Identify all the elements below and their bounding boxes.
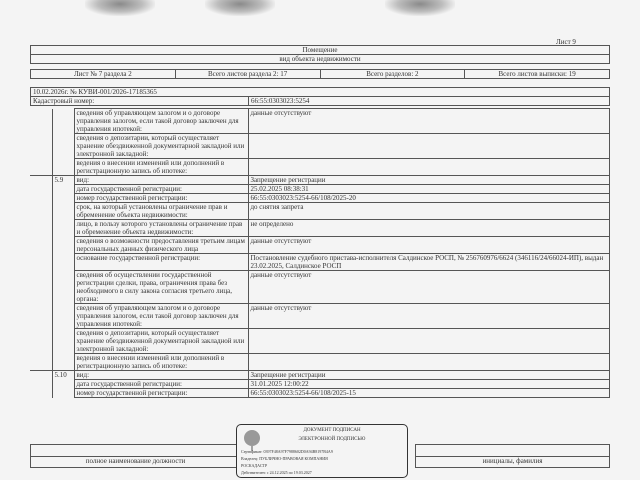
row-label: номер государственной регистрации: — [74, 194, 248, 203]
row-label: сведения о депозитарии, который осуществляет хранение обездвиженной документарной закладной или электронной закладной: — [74, 329, 248, 354]
table-row — [30, 176, 610, 185]
table-row — [30, 185, 610, 194]
row-number — [52, 254, 74, 271]
sheet-label: Лист 9 — [556, 38, 576, 46]
row-value — [248, 134, 610, 159]
table-row — [30, 194, 610, 203]
row-label: ведения о внесении изменений или дополнений в регистрационную запись об ипотеке: — [74, 354, 248, 371]
section-cell — [30, 389, 52, 398]
section-cell — [30, 237, 52, 254]
name-caption: инициалы, фамилия — [416, 457, 610, 468]
section-cell — [30, 329, 52, 354]
table-row — [30, 271, 610, 304]
row-number — [52, 159, 74, 176]
row-number — [52, 380, 74, 389]
section-cell — [30, 371, 52, 380]
section-cell — [30, 109, 52, 134]
row-label: вид: — [74, 176, 248, 185]
sheet-info-cell: Всего листов раздела 2: 17 — [175, 70, 320, 79]
row-label: ведения о внесении изменений или дополнений в регистрационную запись об ипотеке: — [74, 159, 248, 176]
row-number — [52, 271, 74, 304]
section-cell — [30, 176, 52, 185]
row-label: сведения об управляющем залогом и о договоре управления залогом, если такой договор заключен для управления ипотекой: — [74, 304, 248, 329]
row-label: сведения о депозитарии, который осуществляет хранение обездвиженной документарной закладной или электронной закладной: — [74, 134, 248, 159]
row-number — [52, 354, 74, 371]
section-cell — [30, 203, 52, 220]
table-row — [30, 329, 610, 354]
sheet-info-cell: Всего листов выписки: 19 — [465, 70, 610, 79]
stamp-validity: Действителен: с 24.12.2025 по 19.03.2027 — [241, 470, 312, 475]
section-cell — [30, 380, 52, 389]
sheet-info-cell: Лист № 7 раздела 2 — [31, 70, 176, 79]
stamp-title: ДОКУМЕНТ ПОДПИСАН — [303, 428, 361, 433]
row-value: данные отсутствуют — [248, 271, 610, 304]
row-label: срок, на который установлены ограничение прав и обременение объекта недвижимости: — [74, 203, 248, 220]
records-table — [30, 108, 610, 398]
row-label: сведения об управляющем залогом и о договоре управления залогом, если такой договор заключен для управления ипотекой: — [74, 109, 248, 134]
row-number — [52, 109, 74, 134]
row-value: Запрещение регистрации — [248, 176, 610, 185]
scan-artifact — [205, 0, 275, 16]
section-cell — [30, 254, 52, 271]
table-row — [30, 134, 610, 159]
section-cell — [30, 271, 52, 304]
row-number — [52, 203, 74, 220]
stamp-owner: РОСКАДАСТР — [241, 463, 268, 468]
section-cell — [30, 220, 52, 237]
row-value: до снятия запрета — [248, 203, 610, 220]
row-label: основание государственной регистрации: — [74, 254, 248, 271]
table-row — [30, 380, 610, 389]
row-number — [52, 329, 74, 354]
row-label: вид: — [74, 371, 248, 380]
table-row — [30, 203, 610, 220]
row-number — [52, 185, 74, 194]
table-row — [30, 109, 610, 134]
row-number — [52, 304, 74, 329]
table-row — [30, 237, 610, 254]
stamp-owner: Владелец: ПУБЛИЧНО-ПРАВОВАЯ КОМПАНИЯ — [241, 456, 328, 461]
section-cell — [30, 134, 52, 159]
object-header — [30, 45, 610, 64]
row-value: данные отсутствуют — [248, 109, 610, 134]
scan-artifact — [85, 0, 155, 16]
table-row — [30, 389, 610, 398]
row-value — [248, 329, 610, 354]
object-type: Помещение — [31, 46, 610, 55]
row-number — [52, 194, 74, 203]
section-cell — [30, 354, 52, 371]
stamp-title: ЭЛЕКТРОННОЙ ПОДПИСЬЮ — [298, 437, 366, 442]
section-cell — [30, 185, 52, 194]
row-label: лицо, в пользу которого установлены ограничение прав и обременение объекта недвижимости: — [74, 220, 248, 237]
row-label: дата государственной регистрации: — [74, 185, 248, 194]
section-cell — [30, 304, 52, 329]
doc-number: 10.02.2026г. № КУВИ-001/2026-17185365 — [31, 88, 610, 97]
row-value: не определено — [248, 220, 610, 237]
row-label: сведения об осуществлении государственной регистрации сделки, права, ограничения права без необходимого в силу закона согласия третьего лица, органа: — [74, 271, 248, 304]
row-label: дата государственной регистрации: — [74, 380, 248, 389]
cadastral-label: Кадастровый номер: — [31, 97, 249, 106]
scan-artifact — [385, 0, 455, 16]
sheet-info-cell: Всего разделов: 2 — [320, 70, 465, 79]
row-value: 25.02.2025 08:38:31 — [248, 185, 610, 194]
section-cell — [30, 194, 52, 203]
emblem-icon — [243, 429, 261, 451]
table-row — [30, 159, 610, 176]
table-row — [30, 371, 610, 380]
row-number: 5.10 — [52, 371, 74, 380]
row-number — [52, 220, 74, 237]
row-value: Постановление судебного пристава-исполнителя Салдинское РОСП, № 256760976/6624 (346116/24/66024-ИП), выдан 23.02.2025, Салдинское РОСП — [248, 254, 610, 271]
row-number — [52, 237, 74, 254]
row-value — [248, 159, 610, 176]
row-value: данные отсутствуют — [248, 304, 610, 329]
row-value: 66:55:0303023:5254-66/108/2025-20 — [248, 194, 610, 203]
row-value: Запрещение регистрации — [248, 371, 610, 380]
row-number — [52, 389, 74, 398]
table-row — [30, 304, 610, 329]
row-number: 5.9 — [52, 176, 74, 185]
e-signature-stamp — [236, 424, 408, 478]
table-row — [30, 354, 610, 371]
row-value: 66:55:0303023:5254-66/108/2025-15 — [248, 389, 610, 398]
row-value — [248, 354, 610, 371]
stamp-cert: Сертификат: 0397F48A97F7988602D0A94B8197B4A9 — [241, 449, 333, 454]
row-number — [52, 134, 74, 159]
row-value: 31.01.2025 12:00:22 — [248, 380, 610, 389]
position-caption: полное наименование должности — [31, 457, 241, 468]
row-label: номер государственной регистрации: — [74, 389, 248, 398]
table-row — [30, 254, 610, 271]
row-value: данные отсутствуют — [248, 237, 610, 254]
sheet-info — [30, 69, 610, 79]
row-label: сведения о возможности предоставления третьим лицам персональных данных физического лица — [74, 237, 248, 254]
section-cell — [30, 159, 52, 176]
table-row — [30, 220, 610, 237]
cadastral-value: 66:55:0303023:5254 — [249, 97, 610, 106]
object-caption: вид объекта недвижимости — [31, 55, 610, 64]
doc-info — [30, 87, 610, 106]
